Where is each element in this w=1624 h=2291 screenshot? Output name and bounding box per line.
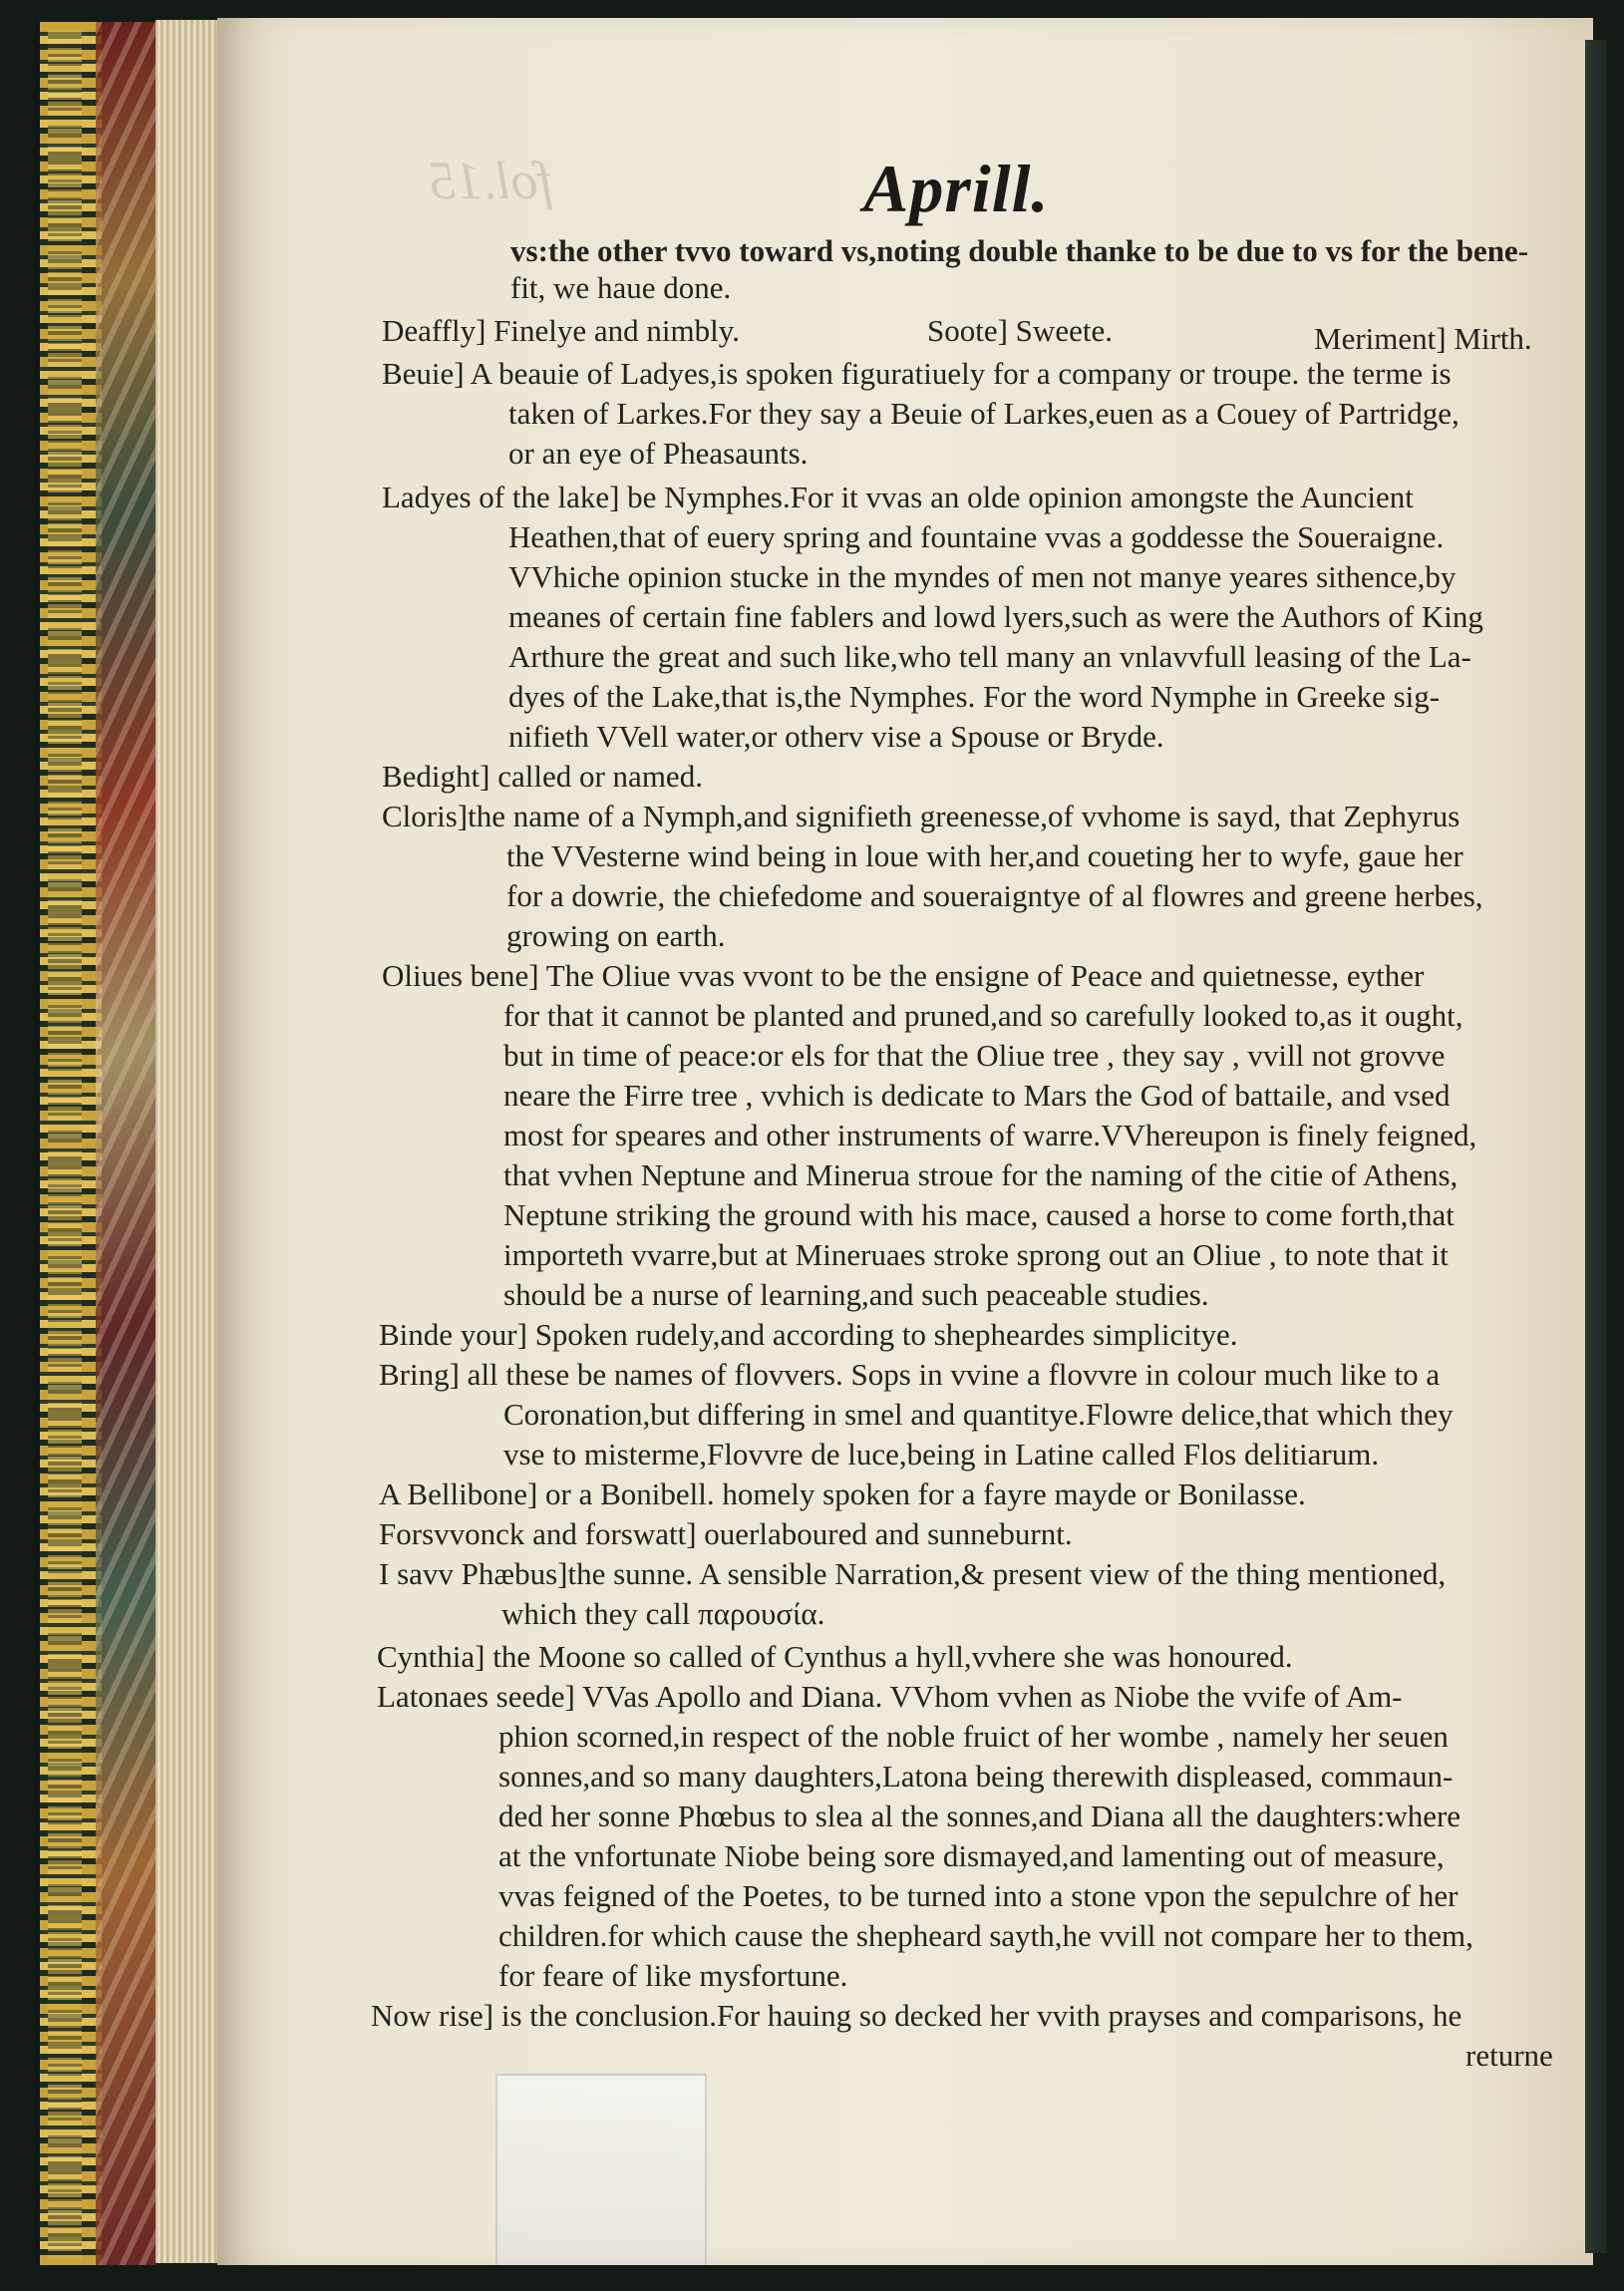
text-line: dyes of the Lake,that is,the Nymphes. For the word Nymphe in Greeke sig-: [508, 679, 1441, 714]
text-line: fit, we haue done.: [510, 270, 732, 305]
text-line: VVhiche opinion stucke in the myndes of men not manye yeares sithence,by: [508, 559, 1457, 594]
text-line: Coronation,but differing in smel and quantitye.Flowre delice,that which they: [503, 1397, 1454, 1432]
text-line: nifieth VVell water,or otherv vise a Spouse or Bryde.: [508, 719, 1164, 754]
text-line: Meriment] Mirth.: [1314, 321, 1532, 356]
text-line: Bring] all these be names of flovvers. Sops in vvine a flovvre in colour much like to a: [379, 1357, 1441, 1392]
text-line: Latonaes seede] VVas Apollo and Diana. VVhom vvhen as Niobe the vvife of Am-: [377, 1679, 1403, 1714]
text-line: Beuie] A beauie of Ladyes,is spoken figuratiuely for a company or troupe. the terme is: [382, 356, 1452, 391]
text-line: Now rise] is the conclusion.For hauing so decked her vvith prayses and comparisons, he: [371, 1998, 1462, 2033]
text-line: the VVesterne wind being in loue with her,and coueting her to wyfe, gaue her: [506, 838, 1463, 873]
text-line: Binde your] Spoken rudely,and according to shepheardes simplicitye.: [379, 1317, 1238, 1352]
text-line: ded her sonne Phœbus to slea al the sonnes,and Diana all the daughters:where: [498, 1799, 1462, 1833]
show-through-folio: fol.15: [429, 151, 553, 210]
text-line: Arthure the great and such like,who tell many an vnlavvfull leasing of the La-: [508, 639, 1471, 674]
text-line: or an eye of Pheasaunts.: [508, 436, 809, 471]
text-line: most for speares and other instruments of warre.VVhereupon is finely feigned,: [503, 1118, 1477, 1152]
text-line: I savv Phæbus]the sunne. A sensible Narration,& present view of the thing mentioned,: [379, 1556, 1447, 1591]
text-line: neare the Firre tree , vvhich is dedicate to Mars the God of battaile, and vsed: [503, 1078, 1451, 1113]
text-line: children.for which cause the shepheard sayth,he vvill not compare her to them,: [498, 1918, 1473, 1953]
text-line: Ladyes of the lake] be Nymphes.For it vvas an olde opinion amongste the Auncient: [382, 480, 1414, 514]
text-line: for that it cannot be planted and pruned,and so carefully looked to,as it ought,: [503, 998, 1463, 1033]
text-line: Cynthia] the Moone so called of Cynthus a hyll,vvhere she was honoured.: [377, 1639, 1293, 1674]
text-line: growing on earth.: [506, 918, 726, 953]
text-line: sonnes,and so many daughters,Latona being therewith displeased, commaun-: [498, 1759, 1454, 1794]
text-line: Bedight] called or named.: [382, 759, 703, 794]
text-line: Neptune striking the ground with his mace, caused a horse to come forth,that: [503, 1197, 1455, 1232]
text-line: for feare of like mysfortune.: [498, 1958, 848, 1993]
text-line: Deaffly] Finelye and nimbly.: [382, 313, 740, 348]
text-line: but in time of peace:or els for that the Oliue tree , they say , vvill not grovve: [503, 1038, 1446, 1073]
text-line: for a dowrie, the chiefedome and soueraigntye of al flowres and greene herbes,: [506, 878, 1483, 913]
text-line: importeth vvarre,but at Mineruaes stroke sprong out an Oliue , to note that it: [503, 1237, 1449, 1272]
text-line: meanes of certain fine fablers and lowd lyers,such as were the Authors of King: [508, 599, 1483, 634]
text-line: Forsvvonck and forswatt] ouerlaboured and sunneburnt.: [379, 1516, 1073, 1551]
text-line: should be a nurse of learning,and such peaceable studies.: [503, 1277, 1209, 1312]
text-line: A Bellibone] or a Bonibell. homely spoken for a fayre mayde or Bonilasse.: [379, 1476, 1306, 1511]
text-line: Oliues bene] The Oliue vvas vvont to be the ensigne of Peace and quietnesse, eyther: [382, 958, 1425, 993]
text-line: phion scorned,in respect of the noble fruict of her wombe , namely her seuen: [498, 1719, 1449, 1754]
text-line: at the vnfortunate Niobe being sore dismayed,and lamenting out of measure,: [498, 1838, 1445, 1873]
text-line: Soote] Sweete.: [927, 313, 1113, 348]
text-line: vvas feigned of the Poetes, to be turned into a stone vpon the sepulchre of her: [498, 1878, 1459, 1913]
text-line: Heathen,that of euery spring and fountaine vvas a goddesse the Soueraigne.: [508, 519, 1445, 554]
text-line: Cloris]the name of a Nymph,and signifieth greenesse,of vvhome is sayd, that Zephyrus: [382, 799, 1461, 833]
page-holder-clip: [495, 2074, 707, 2265]
text-line: that vvhen Neptune and Minerua stroue for the naming of the citie of Athens,: [503, 1157, 1459, 1192]
catchword: returne: [1465, 2038, 1553, 2073]
text-line: vse to misterme,Flovvre de luce,being in Latine called Flos delitiarum.: [503, 1437, 1380, 1472]
running-heading: Aprill.: [863, 151, 1050, 226]
text-line: vs:the other tvvo toward vs,noting double thanke to be due to vs for the bene-: [510, 233, 1529, 268]
text-line: which they call παρουσία.: [501, 1596, 825, 1631]
text-line: taken of Larkes.For they say a Beuie of Larkes,euen as a Couey of Partridge,: [508, 396, 1460, 431]
